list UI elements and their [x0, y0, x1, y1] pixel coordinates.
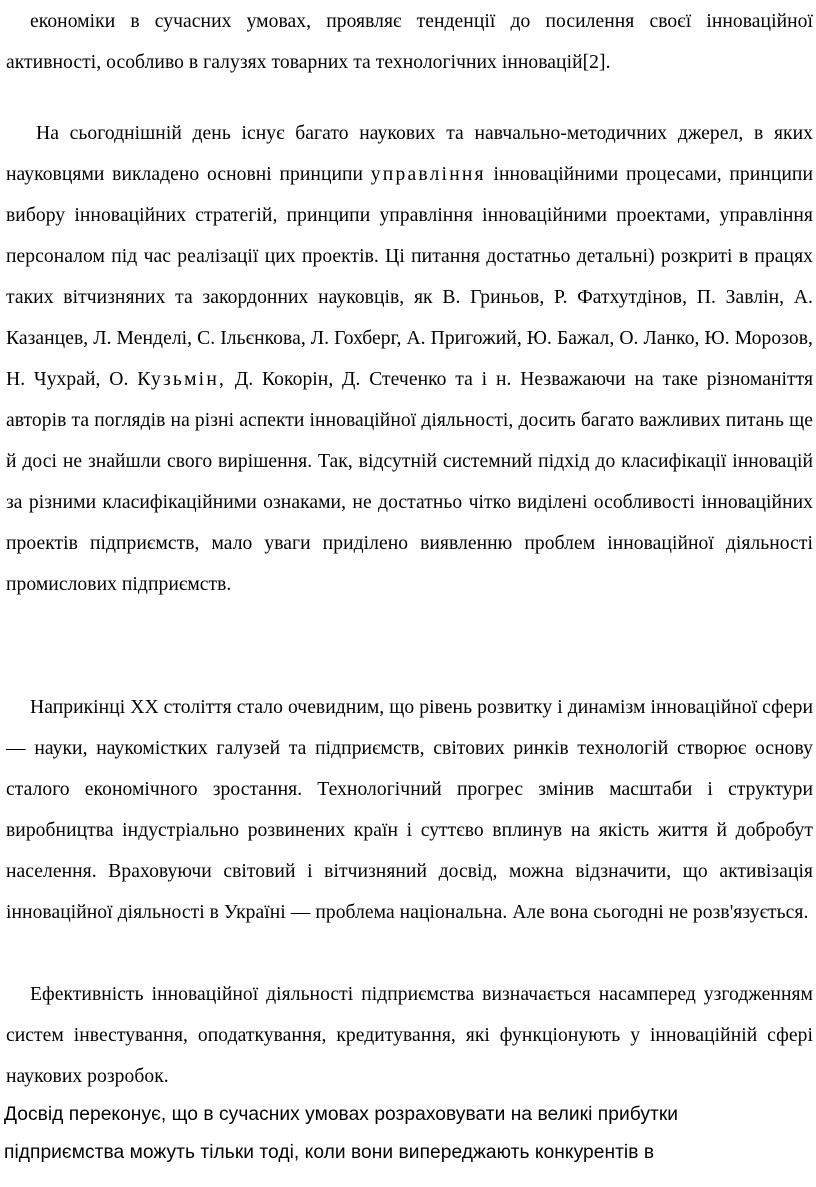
paragraph-2-part-2: інноваційними процесами, принципи вибору інноваційних стратегій, принципи управління інноваційними проектами, управління персоналом під час реалізації цих проектів. Ці питання достатньо детальні) розкриті в працях таких вітчизняних та закордонних науковців, як В. Гриньов, Р. Фатхутдінов, П. Завлін, А. Казанцев, Л. Менделі, С. Ільєнкова, Л. Гохберг, А. Пригожий, Ю. Бажал, О. Ланко, Ю. Морозов, Н. Чухрай, О. [6, 164, 813, 390]
paragraph-3: Наприкінці XX століття стало очевидним, що рівень розвитку і динамізм інноваційної сфери — науки, наукомістких галузей та підприємств, світових ринків технологій створює основу сталого економічного зростання. Технологічний прогрес змінив масштаби і структури виробництва індустріально розвинених країн і суттєво вплинув на якість життя й добробут населення. Враховуючи світовий і вітчизняний досвід, можна відзначити, що активізація інноваційної діяльності в Україні — проблема національна. Але вона сьогодні не розв'язується. [6, 697, 813, 923]
paragraph-2 [6, 113, 813, 605]
paragraph-2-part-1: На сьогоднішній день існує багато наукових та навчально-методичних джерел, в яких науковцями викладено основні принципи [6, 123, 813, 185]
spaced-word-upravlinnia: управління [370, 164, 486, 185]
spaced-word-kuzmin: Кузьмін, [137, 369, 227, 390]
paragraph-1: економіки в сучасних умовах, проявляє тенденції до посилення своєї інноваційної активності, особливо в галузях товарних та технологічних інновацій[2]. [6, 11, 813, 73]
paragraph-5: Досвід переконує, що в сучасних умовах розраховувати на великі прибутки підприємства можуть тільки тоді, коли вони випереджають конкурентів в [4, 1104, 679, 1163]
paragraph-4: Ефективність інноваційної діяльності підприємства визначається насамперед узгодженням систем інвестування, оподаткування, кредитування, які функціонують у інноваційній сфері наукових розробок. [6, 984, 813, 1087]
paragraph-2-part-3: Д. Кокорін, Д. Стеченко та і н. Незважаючи на таке різноманіття авторів та поглядів на різні аспекти інноваційної діяльності, досить багато важливих питань ще й досі не знайшли свого вирішення. Так, відсутній системний підхід до класифікації інновацій за різними класифікаційними ознаками, не достатньо чітко виділені особливості інноваційних проектів підприємств, мало уваги приділено виявленню проблем інноваційної діяльності промислових підприємств. [6, 369, 814, 595]
